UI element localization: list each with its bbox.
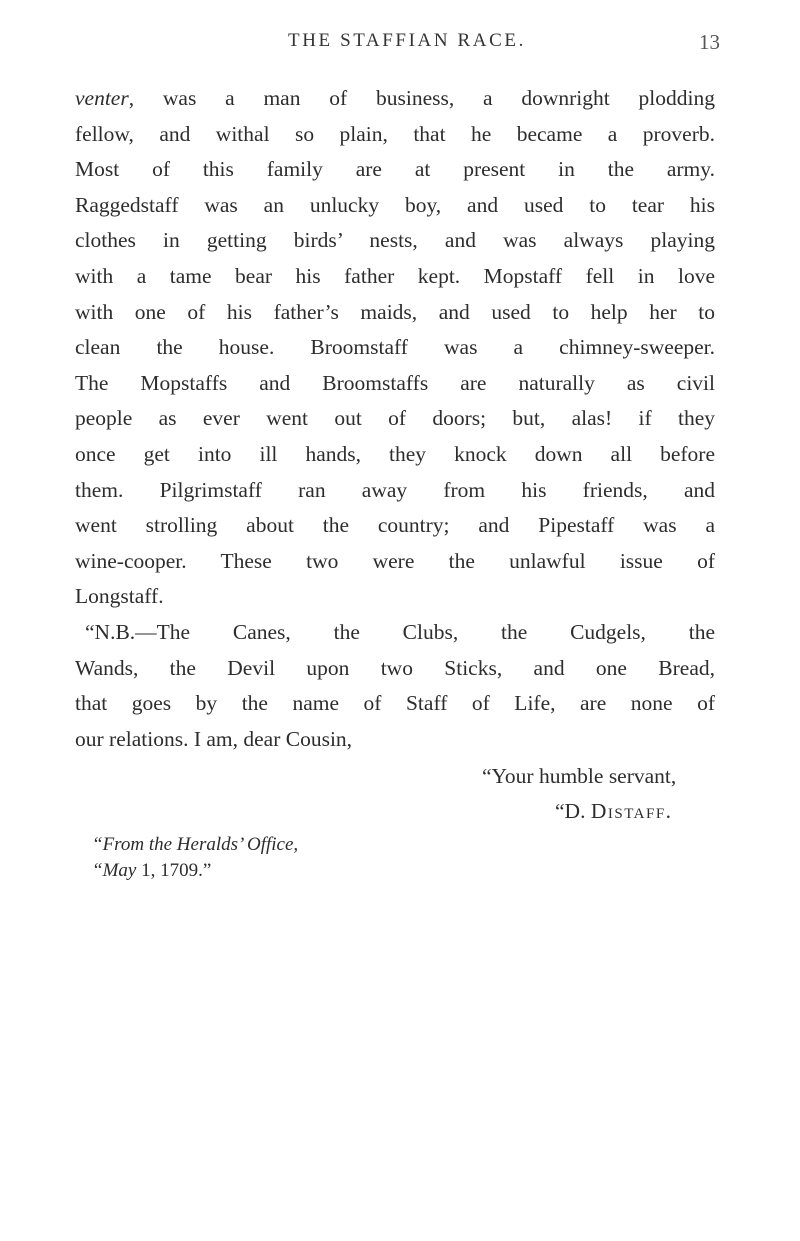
signature-initial: “D. (555, 799, 586, 823)
dateline-date (92, 858, 211, 884)
dateline-day-year: 1, 1709.” (136, 860, 212, 881)
dateline-open-quote: “ (92, 860, 103, 881)
text-line: Most of this family are at present in the army. (75, 157, 715, 182)
text-line: wine-cooper. These two were the unlawful issue of (75, 548, 715, 573)
text-line: fellow, and withal so plain, that he became a proverb. (75, 121, 715, 146)
text-line: once get into ill hands, they knock down all before (75, 441, 715, 466)
running-title: THE STAFFIAN RACE. (288, 30, 526, 51)
signature-name: Distaff. (590, 799, 673, 823)
dateline-month: May (102, 860, 137, 881)
text-line: clothes in getting birds’ nests, and was always playing (75, 228, 715, 253)
text-line: that goes by the name of Staff of Life, are none of (75, 691, 715, 716)
text-line: with a tame bear his father kept. Mopstaff fell in love (75, 263, 715, 288)
running-head (0, 30, 800, 58)
line-text: , was a man of business, a downright plodding (128, 86, 715, 110)
text-line: with one of his father’s maids, and used to help her to (75, 299, 715, 324)
text-line (75, 83, 715, 119)
page-number: 13 (699, 30, 720, 54)
text-line: Longstaff. (75, 584, 164, 609)
text-line: The Mopstaffs and Broomstaffs are naturally as civil (75, 370, 715, 395)
text-line: clean the house. Broomstaff was a chimney-sweeper. (75, 335, 715, 360)
valediction: “Your humble servant, (482, 764, 677, 788)
text-line: Raggedstaff was an unlucky boy, and used to tear his (75, 192, 715, 217)
text-line: “N.B.—The Canes, the Clubs, the Cudgels, the (85, 619, 715, 644)
dateline-place: “From the Heralds’ Office, (92, 834, 299, 855)
italic-word: venter (75, 86, 129, 110)
text-line: Wands, the Devil upon two Sticks, and one Bread, (75, 655, 715, 680)
text-line: went strolling about the country; and Pipestaff was a (75, 513, 715, 538)
signature (555, 796, 673, 826)
body-text (75, 83, 715, 759)
text-line: our relations. I am, dear Cousin, (75, 726, 353, 751)
text-line: people as ever went out of doors; but, alas! if they (75, 406, 715, 431)
text-line: them. Pilgrimstaff ran away from his friends, and (75, 477, 715, 502)
